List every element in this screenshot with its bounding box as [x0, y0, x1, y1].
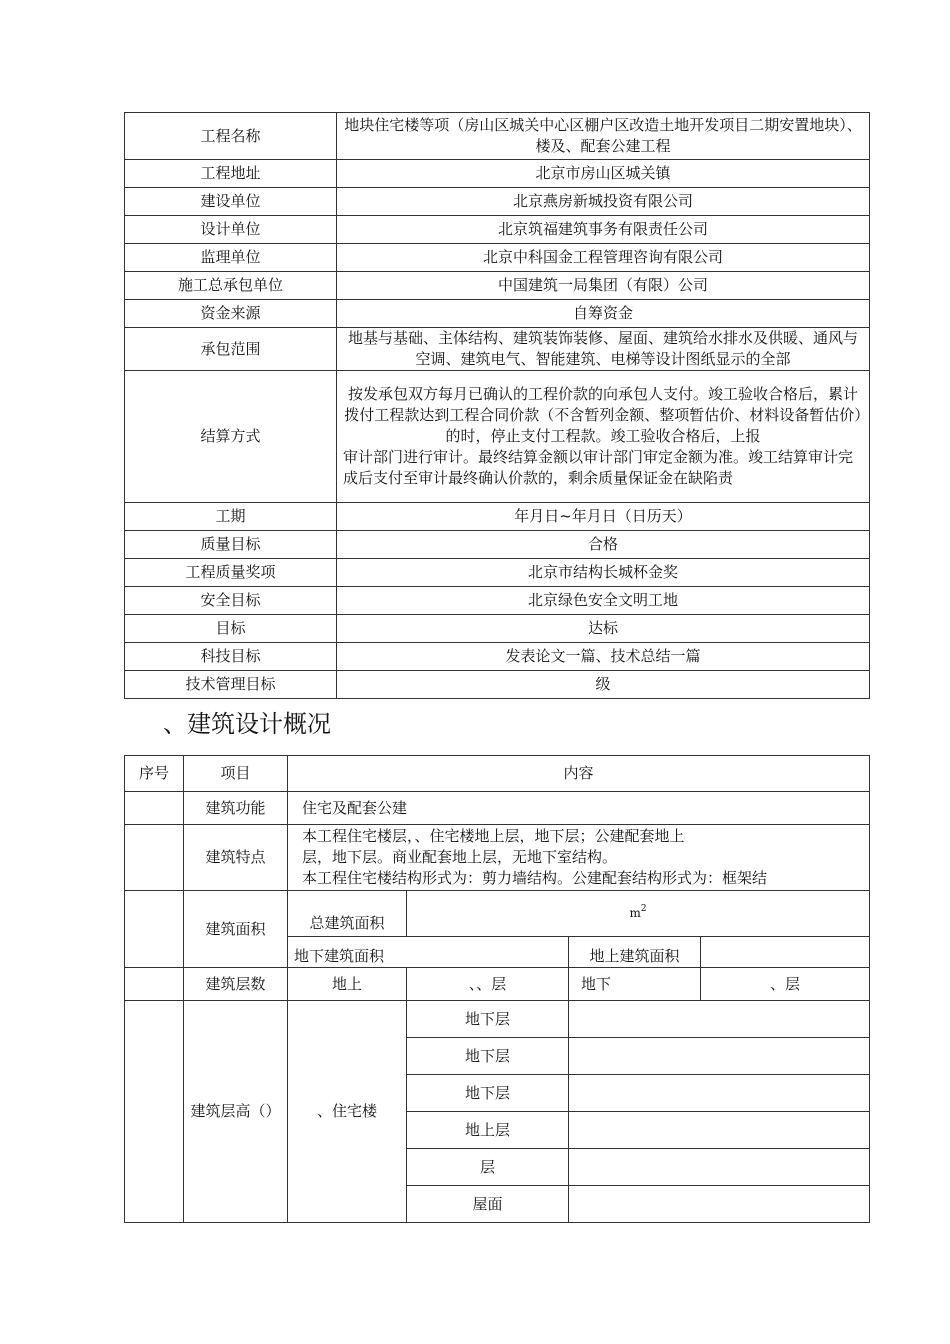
features-line: 本工程住宅楼结构形式为：剪力墙结构。公建配套结构形式为：框架结: [302, 869, 768, 887]
floors-above-value: 、、层: [407, 968, 569, 1001]
header-content: 内容: [288, 756, 870, 792]
design-overview-table: [124, 755, 870, 1223]
under-area-label: [288, 937, 569, 968]
info-value: 北京绿色安全文明工地: [337, 587, 870, 615]
info-row: [125, 244, 870, 272]
floors-under-value: 、层: [701, 968, 870, 1001]
area-row-1: [125, 891, 870, 937]
seq-cell: [125, 792, 184, 825]
info-row: [125, 160, 870, 188]
seq-cell: [125, 1001, 184, 1223]
height-value: [569, 1038, 870, 1075]
header-seq: 序号: [125, 756, 184, 792]
floors-label: 建筑层数: [184, 968, 288, 1001]
info-label: 科技目标: [125, 643, 337, 671]
info-label: 安全目标: [125, 587, 337, 615]
above-area-value: [701, 937, 870, 968]
features-value: [288, 825, 870, 891]
info-value: 发表论文一篇、技术总结一篇: [337, 643, 870, 671]
info-label: 资金来源: [125, 300, 337, 328]
info-label: 质量目标: [125, 531, 337, 559]
info-row: [125, 503, 870, 531]
area-label: 建筑面积: [184, 891, 288, 968]
function-value: 住宅及配套公建: [288, 792, 870, 825]
info-value: 中国建筑一局集团（有限）公司: [337, 272, 870, 300]
seq-cell: [125, 891, 184, 968]
info-value: 级: [337, 671, 870, 699]
height-floor: 地下层: [407, 1075, 569, 1112]
total-area-value: [407, 891, 870, 937]
info-label: 工程名称: [125, 113, 337, 160]
info-label: 施工总承包单位: [125, 272, 337, 300]
above-area-label: 地上建筑面积: [569, 937, 701, 968]
info-value-line: 按发承包双方每月已确认的工程价款的向承包人支付。竣工验收合格后，累计拨付工程款达到工程合同价款（不含暂列金额、整项暂估价、材料设备暂估价）的时，停止支付工程款。竣工验收合格后，上报: [344, 385, 862, 445]
features-row: [125, 825, 870, 891]
info-label: 工程地址: [125, 160, 337, 188]
floors-above-label: 地上: [288, 968, 407, 1001]
height-floor: 地下层: [407, 1001, 569, 1038]
info-value: 地基与基础、主体结构、建筑装饰装修、屋面、建筑给水排水及供暖、通风与空调、建筑电气、智能建筑、电梯等设计图纸显示的全部: [337, 328, 870, 371]
info-value: 年月日~年月日（日历天）: [337, 503, 870, 531]
info-row: [125, 615, 870, 643]
features-line: 层，地下层。商业配套地上层，无地下室结构。: [302, 848, 618, 866]
info-value: 北京中科国金工程管理咨询有限公司: [337, 244, 870, 272]
info-value: 合格: [337, 531, 870, 559]
info-row: [125, 188, 870, 216]
project-info-table: [124, 112, 870, 699]
total-area-label: 总建筑面积: [288, 891, 407, 937]
info-value: 北京市房山区城关镇: [337, 160, 870, 188]
info-row: [125, 371, 870, 503]
info-label: 监理单位: [125, 244, 337, 272]
area-unit: m: [629, 906, 641, 920]
height-value: [569, 1112, 870, 1149]
info-value: [337, 371, 870, 503]
height-floor: 地下层: [407, 1038, 569, 1075]
info-label: 设计单位: [125, 216, 337, 244]
info-value: 自筹资金: [337, 300, 870, 328]
floors-row: [125, 968, 870, 1001]
info-value: 地块住宅楼等项（房山区城关中心区棚户区改造土地开发项目二期安置地块）、楼及、配套公建工程: [337, 113, 870, 160]
project-info-body: [125, 113, 870, 699]
height-floor: 地上层: [407, 1112, 569, 1149]
area-unit-sup: 2: [640, 904, 647, 914]
section-title: 、建筑设计概况: [163, 710, 331, 738]
info-value: 北京市结构长城杯金奖: [337, 559, 870, 587]
height-value: [569, 1186, 870, 1223]
info-label: 技术管理目标: [125, 671, 337, 699]
seq-cell: [125, 825, 184, 891]
info-label: 工程质量奖项: [125, 559, 337, 587]
info-row: [125, 216, 870, 244]
info-value-line: 审计部门进行审计。最终结算金额以审计部门审定金额为准。竣工结算审计完成后支付至审计最终确认价款的，剩余质量保证金在缺陷责: [343, 448, 854, 487]
info-label: 建设单位: [125, 188, 337, 216]
function-label: 建筑功能: [184, 792, 288, 825]
heights-label: 建筑层高（）: [184, 1001, 288, 1223]
height-row: [125, 1001, 870, 1038]
floors-under-label: 地下: [569, 968, 701, 1001]
function-row: [125, 792, 870, 825]
info-row: [125, 300, 870, 328]
height-value: [569, 1149, 870, 1186]
info-label: 工期: [125, 503, 337, 531]
info-row: [125, 643, 870, 671]
features-line: 本工程住宅楼层，、住宅楼地上层，地下层；公建配套地上: [302, 827, 685, 845]
info-value: 达标: [337, 615, 870, 643]
info-row: [125, 671, 870, 699]
info-label: 结算方式: [125, 371, 337, 503]
features-label: 建筑特点: [184, 825, 288, 891]
info-value: 北京燕房新城投资有限公司: [337, 188, 870, 216]
under-area-text: 地下建筑面积: [294, 947, 385, 965]
info-row: [125, 587, 870, 615]
header-row: [125, 756, 870, 792]
height-value: [569, 1001, 870, 1038]
height-value: [569, 1075, 870, 1112]
info-row: [125, 113, 870, 160]
heights-building: 、住宅楼: [288, 1001, 407, 1223]
height-floor: 屋面: [407, 1186, 569, 1223]
info-row: [125, 531, 870, 559]
seq-cell: [125, 968, 184, 1001]
info-row: [125, 328, 870, 371]
height-floor: 层: [407, 1149, 569, 1186]
info-row: [125, 559, 870, 587]
info-value: 北京筑福建筑事务有限责任公司: [337, 216, 870, 244]
info-label: 承包范围: [125, 328, 337, 371]
info-row: [125, 272, 870, 300]
header-item: 项目: [184, 756, 288, 792]
info-label: 目标: [125, 615, 337, 643]
